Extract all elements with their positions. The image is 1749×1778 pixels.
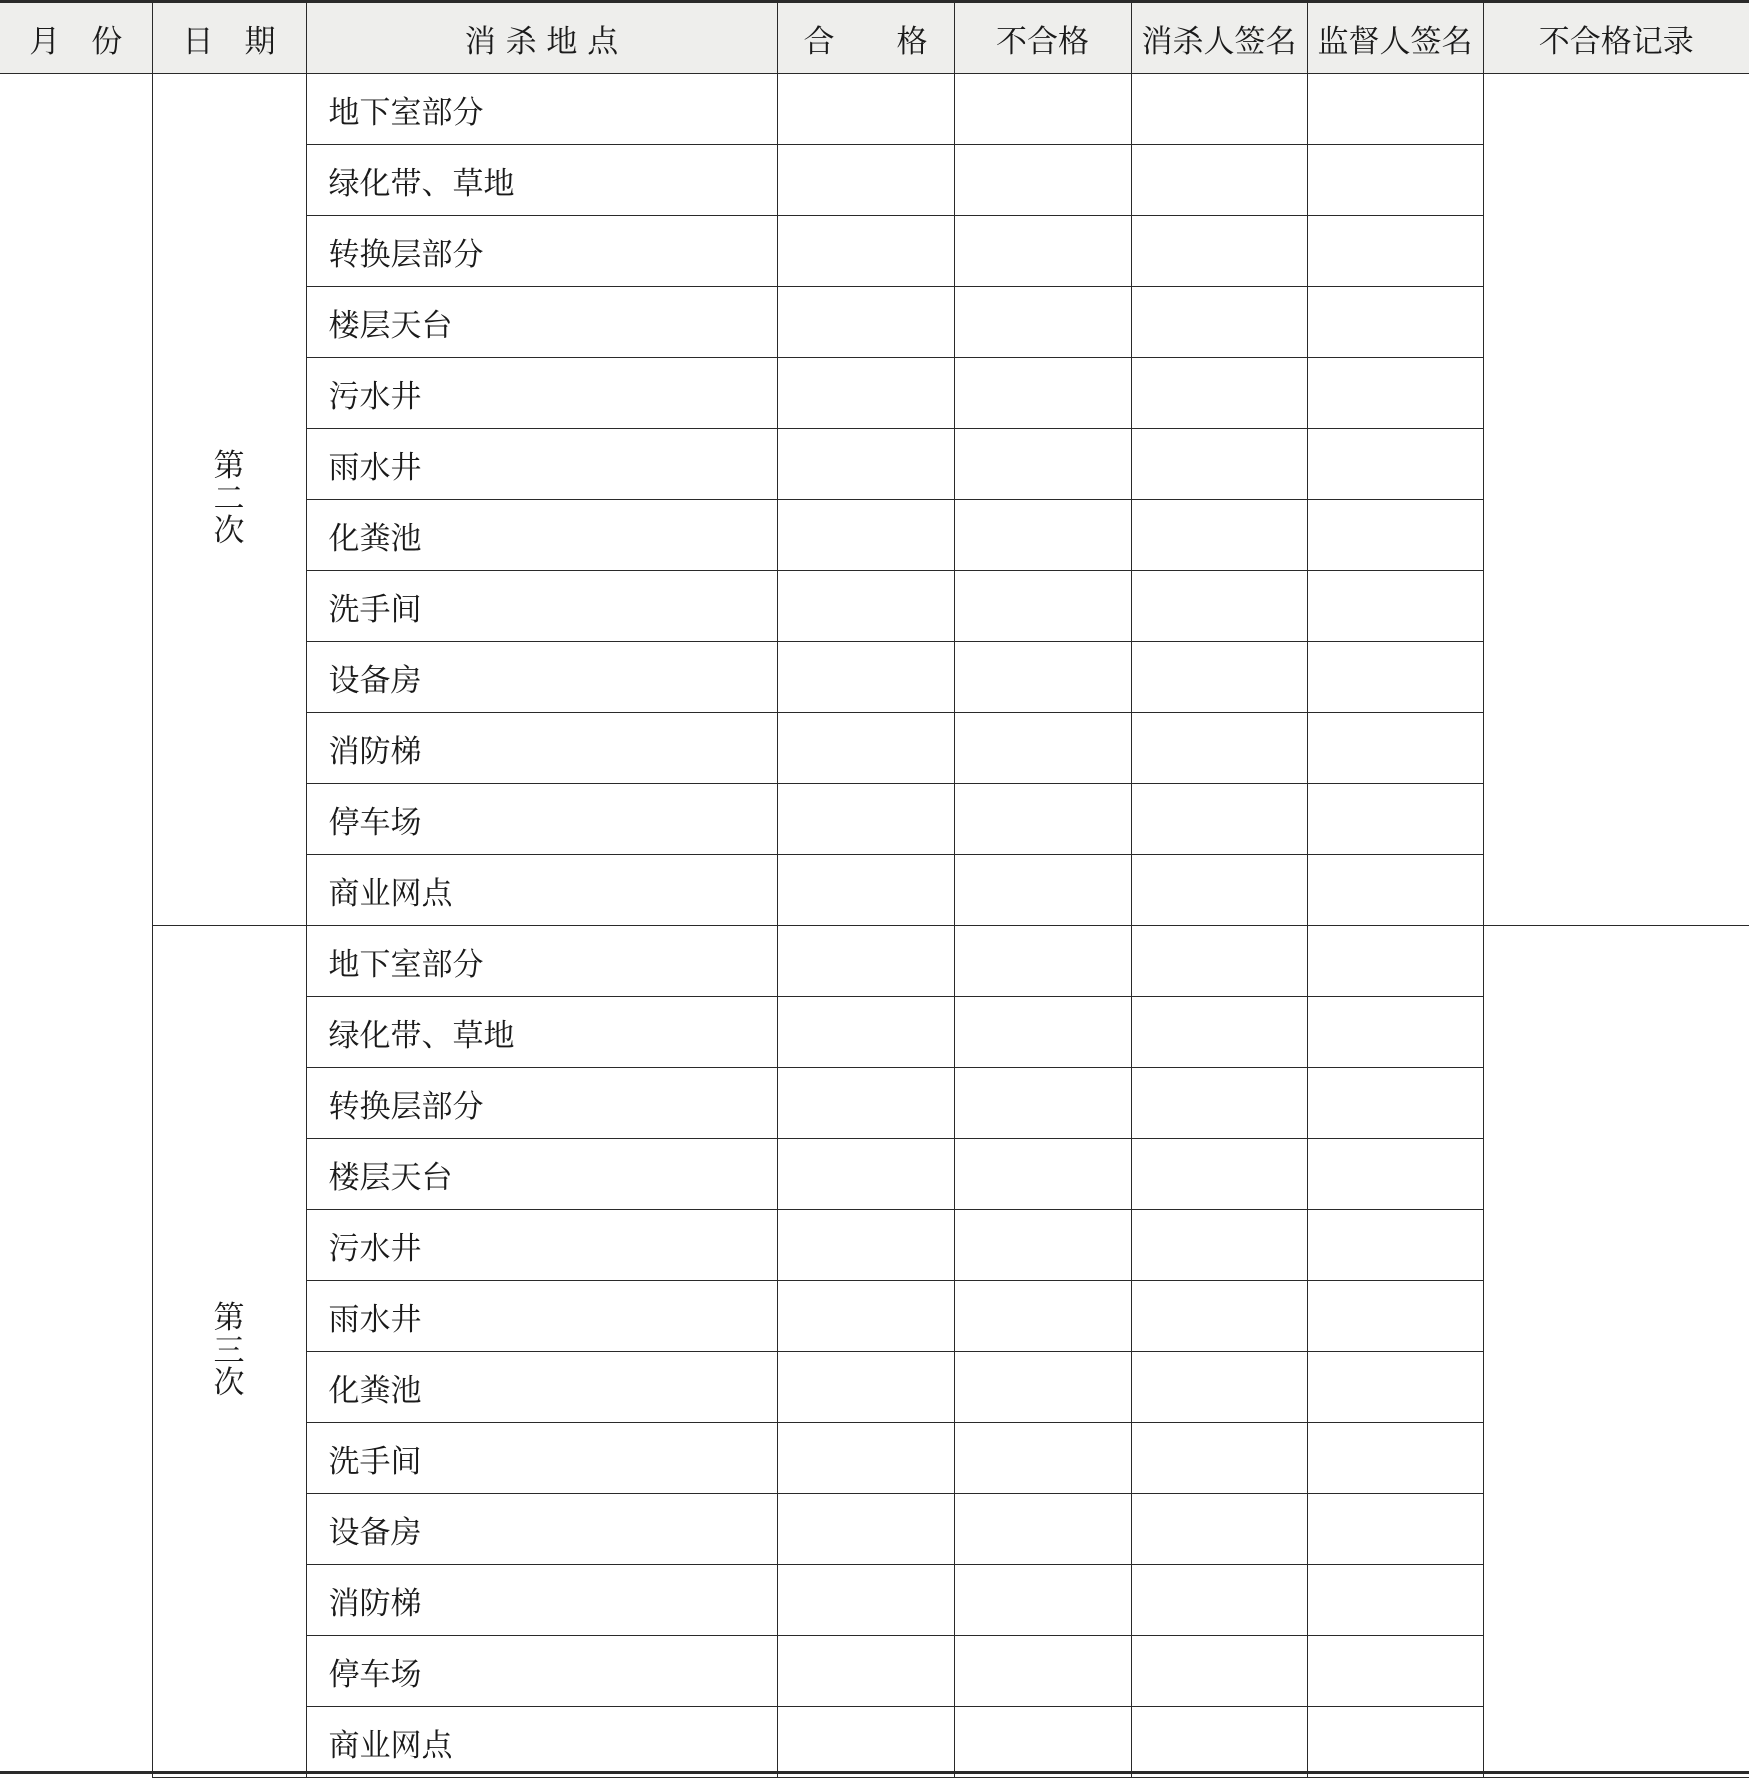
qualified-cell[interactable] <box>777 784 954 855</box>
unqualified-cell[interactable] <box>954 642 1131 713</box>
unqualified-record-cell[interactable] <box>1483 74 1749 926</box>
location-cell: 转换层部分 <box>306 216 777 287</box>
header-month: 月 份 <box>0 2 152 74</box>
disinfector-sign-cell[interactable] <box>1131 1210 1307 1281</box>
qualified-cell[interactable] <box>777 145 954 216</box>
supervisor-sign-cell[interactable] <box>1307 997 1483 1068</box>
unqualified-cell[interactable] <box>954 1423 1131 1494</box>
unqualified-cell[interactable] <box>954 287 1131 358</box>
header-unqualified: 不合格 <box>954 2 1131 74</box>
unqualified-cell[interactable] <box>954 500 1131 571</box>
disinfector-sign-cell[interactable] <box>1131 997 1307 1068</box>
location-cell: 化粪池 <box>306 500 777 571</box>
session-date-cell[interactable] <box>152 926 306 1778</box>
table-row <box>0 926 1749 997</box>
unqualified-cell[interactable] <box>954 1494 1131 1565</box>
qualified-cell[interactable] <box>777 1068 954 1139</box>
disinfector-sign-cell[interactable] <box>1131 1139 1307 1210</box>
location-cell: 消防梯 <box>306 1565 777 1636</box>
unqualified-cell[interactable] <box>954 1352 1131 1423</box>
supervisor-sign-cell[interactable] <box>1307 713 1483 784</box>
qualified-cell[interactable] <box>777 1423 954 1494</box>
disinfector-sign-cell[interactable] <box>1131 926 1307 997</box>
unqualified-cell[interactable] <box>954 216 1131 287</box>
location-cell: 设备房 <box>306 1494 777 1565</box>
qualified-cell[interactable] <box>777 74 954 145</box>
disinfector-sign-cell[interactable] <box>1131 1565 1307 1636</box>
qualified-cell[interactable] <box>777 571 954 642</box>
location-cell: 商业网点 <box>306 855 777 926</box>
disinfector-sign-cell[interactable] <box>1131 1352 1307 1423</box>
disinfector-sign-cell[interactable] <box>1131 1636 1307 1707</box>
unqualified-record-cell[interactable] <box>1483 926 1749 1778</box>
location-cell: 地下室部分 <box>306 74 777 145</box>
unqualified-cell[interactable] <box>954 855 1131 926</box>
location-cell: 洗手间 <box>306 571 777 642</box>
location-cell: 绿化带、草地 <box>306 145 777 216</box>
location-cell: 停车场 <box>306 784 777 855</box>
qualified-cell[interactable] <box>777 1352 954 1423</box>
disinfector-sign-cell[interactable] <box>1131 571 1307 642</box>
qualified-cell[interactable] <box>777 1139 954 1210</box>
location-cell: 楼层天台 <box>306 1139 777 1210</box>
location-cell: 商业网点 <box>306 1707 777 1778</box>
location-cell: 绿化带、草地 <box>306 997 777 1068</box>
month-cell[interactable] <box>0 74 152 1778</box>
qualified-cell[interactable] <box>777 358 954 429</box>
location-cell: 停车场 <box>306 1636 777 1707</box>
supervisor-sign-cell[interactable] <box>1307 429 1483 500</box>
qualified-cell[interactable] <box>777 1281 954 1352</box>
location-cell: 洗手间 <box>306 1423 777 1494</box>
location-cell: 消防梯 <box>306 713 777 784</box>
qualified-cell[interactable] <box>777 1210 954 1281</box>
supervisor-sign-cell[interactable] <box>1307 855 1483 926</box>
unqualified-cell[interactable] <box>954 74 1131 145</box>
disinfector-sign-cell[interactable] <box>1131 429 1307 500</box>
location-cell: 转换层部分 <box>306 1068 777 1139</box>
unqualified-cell[interactable] <box>954 997 1131 1068</box>
supervisor-sign-cell[interactable] <box>1307 1494 1483 1565</box>
disinfector-sign-cell[interactable] <box>1131 642 1307 713</box>
header-unqualified-record: 不合格记录 <box>1483 2 1749 74</box>
supervisor-sign-cell[interactable] <box>1307 145 1483 216</box>
disinfector-sign-cell[interactable] <box>1131 1423 1307 1494</box>
unqualified-cell[interactable] <box>954 926 1131 997</box>
supervisor-sign-cell[interactable] <box>1307 358 1483 429</box>
disinfector-sign-cell[interactable] <box>1131 1068 1307 1139</box>
header-qualified: 合 格 <box>777 2 954 74</box>
unqualified-cell[interactable] <box>954 145 1131 216</box>
unqualified-cell[interactable] <box>954 358 1131 429</box>
location-cell: 化粪池 <box>306 1352 777 1423</box>
supervisor-sign-cell[interactable] <box>1307 1352 1483 1423</box>
supervisor-sign-cell[interactable] <box>1307 642 1483 713</box>
disinfector-sign-cell[interactable] <box>1131 145 1307 216</box>
location-cell: 污水井 <box>306 1210 777 1281</box>
location-cell: 地下室部分 <box>306 926 777 997</box>
disinfector-sign-cell[interactable] <box>1131 1281 1307 1352</box>
unqualified-cell[interactable] <box>954 1565 1131 1636</box>
disinfector-sign-cell[interactable] <box>1131 287 1307 358</box>
header-row <box>0 2 1749 74</box>
qualified-cell[interactable] <box>777 1636 954 1707</box>
qualified-cell[interactable] <box>777 500 954 571</box>
supervisor-sign-cell[interactable] <box>1307 500 1483 571</box>
supervisor-sign-cell[interactable] <box>1307 571 1483 642</box>
supervisor-sign-cell[interactable] <box>1307 216 1483 287</box>
disinfector-sign-cell[interactable] <box>1131 216 1307 287</box>
unqualified-cell[interactable] <box>954 784 1131 855</box>
location-cell: 污水井 <box>306 358 777 429</box>
qualified-cell[interactable] <box>777 1707 954 1778</box>
header-supervisor-sign: 监督人签名 <box>1307 2 1483 74</box>
supervisor-sign-cell[interactable] <box>1307 74 1483 145</box>
qualified-cell[interactable] <box>777 1565 954 1636</box>
disinfector-sign-cell[interactable] <box>1131 500 1307 571</box>
supervisor-sign-cell[interactable] <box>1307 1210 1483 1281</box>
unqualified-cell[interactable] <box>954 429 1131 500</box>
unqualified-cell[interactable] <box>954 571 1131 642</box>
supervisor-sign-cell[interactable] <box>1307 1636 1483 1707</box>
unqualified-cell[interactable] <box>954 1636 1131 1707</box>
table-row <box>0 74 1749 145</box>
session-label: 第二次 <box>213 447 245 550</box>
disinfector-sign-cell[interactable] <box>1131 855 1307 926</box>
supervisor-sign-cell[interactable] <box>1307 287 1483 358</box>
qualified-cell[interactable] <box>777 997 954 1068</box>
supervisor-sign-cell[interactable] <box>1307 1139 1483 1210</box>
location-cell: 设备房 <box>306 642 777 713</box>
location-cell: 雨水井 <box>306 1281 777 1352</box>
supervisor-sign-cell[interactable] <box>1307 1565 1483 1636</box>
disinfector-sign-cell[interactable] <box>1131 1707 1307 1778</box>
qualified-cell[interactable] <box>777 216 954 287</box>
location-cell: 楼层天台 <box>306 287 777 358</box>
session-date-cell[interactable] <box>152 74 306 926</box>
supervisor-sign-cell[interactable] <box>1307 1423 1483 1494</box>
unqualified-cell[interactable] <box>954 1068 1131 1139</box>
qualified-cell[interactable] <box>777 1494 954 1565</box>
supervisor-sign-cell[interactable] <box>1307 1281 1483 1352</box>
supervisor-sign-cell[interactable] <box>1307 784 1483 855</box>
supervisor-sign-cell[interactable] <box>1307 1707 1483 1778</box>
supervisor-sign-cell[interactable] <box>1307 1068 1483 1139</box>
qualified-cell[interactable] <box>777 429 954 500</box>
unqualified-cell[interactable] <box>954 713 1131 784</box>
location-cell: 雨水井 <box>306 429 777 500</box>
header-location: 消 杀 地 点 <box>306 2 777 74</box>
qualified-cell[interactable] <box>777 287 954 358</box>
disinfector-sign-cell[interactable] <box>1131 713 1307 784</box>
supervisor-sign-cell[interactable] <box>1307 926 1483 997</box>
header-disinfector-sign: 消杀人签名 <box>1131 2 1307 74</box>
qualified-cell[interactable] <box>777 926 954 997</box>
disinfector-sign-cell[interactable] <box>1131 358 1307 429</box>
unqualified-cell[interactable] <box>954 1281 1131 1352</box>
header-date: 日 期 <box>152 2 306 74</box>
unqualified-cell[interactable] <box>954 1139 1131 1210</box>
qualified-cell[interactable] <box>777 855 954 926</box>
qualified-cell[interactable] <box>777 642 954 713</box>
disinfector-sign-cell[interactable] <box>1131 74 1307 145</box>
disinfector-sign-cell[interactable] <box>1131 1494 1307 1565</box>
unqualified-cell[interactable] <box>954 1210 1131 1281</box>
unqualified-cell[interactable] <box>954 1707 1131 1778</box>
disinfector-sign-cell[interactable] <box>1131 784 1307 855</box>
session-label: 第三次 <box>213 1299 245 1402</box>
qualified-cell[interactable] <box>777 713 954 784</box>
